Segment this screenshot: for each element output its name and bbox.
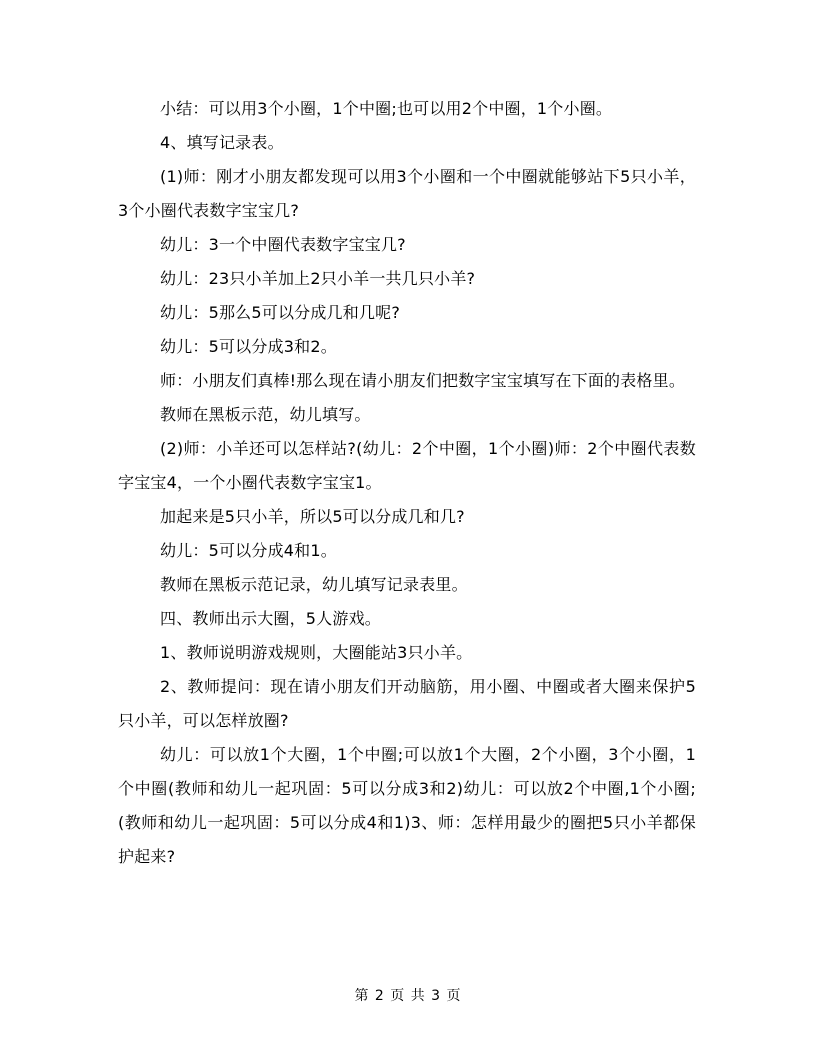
paragraph: 教师在黑板示范，幼儿填写。 — [160, 405, 371, 424]
paragraph: 幼儿：5可以分成3和2。 — [160, 337, 337, 356]
paragraph: 加起来是5只小羊，所以5可以分成几和几? — [160, 507, 465, 526]
paragraph: 2、教师提问：现在请小朋友们开动脑筋，用小圈、中圈或者大圈来保护5只小羊，可以怎样放圈? — [118, 677, 696, 730]
paragraph: 幼儿：可以放1个大圈，1个中圈;可以放1个大圈，2个小圈，3个小圈，1个中圈(教师和幼儿一起巩固：5可以分成3和2)幼儿：可以放2个中圈,1个小圈;(教师和幼儿一起巩固：5可以分成4和1)3、师：怎样用最少的圈把5只小羊都保护起来? — [118, 745, 696, 866]
paragraph: 幼儿：5那么5可以分成几和几呢? — [160, 303, 401, 322]
paragraph: 四、教师出示大圈，5人游戏。 — [160, 609, 381, 628]
paragraph: 1、教师说明游戏规则，大圈能站3只小羊。 — [160, 643, 473, 662]
paragraph: (1)师：刚才小朋友都发现可以用3个小圈和一个中圈就能够站下5只小羊，3个小圈代表数字宝宝几? — [118, 167, 696, 220]
paragraph: (2)师：小羊还可以怎样站?(幼儿：2个中圈，1个小圈)师：2个中圈代表数字宝宝4，一个小圈代表数字宝宝1。 — [118, 439, 696, 492]
paragraph: 幼儿：5可以分成4和1。 — [160, 541, 337, 560]
page-number-footer: 第 2 页 共 3 页 — [354, 988, 462, 1004]
paragraph: 幼儿：23只小羊加上2只小羊一共几只小羊? — [160, 269, 476, 288]
paragraph: 教师在黑板示范记录，幼儿填写记录表里。 — [160, 575, 468, 594]
paragraph: 4、填写记录表。 — [160, 133, 284, 152]
paragraph: 小结：可以用3个小圈，1个中圈;也可以用2个中圈，1个小圈。 — [160, 99, 613, 118]
paragraph: 幼儿：3一个中圈代表数字宝宝几? — [160, 235, 406, 254]
paragraph: 师：小朋友们真棒!那么现在请小朋友们把数字宝宝填写在下面的表格里。 — [160, 371, 686, 390]
document-body — [118, 92, 696, 874]
